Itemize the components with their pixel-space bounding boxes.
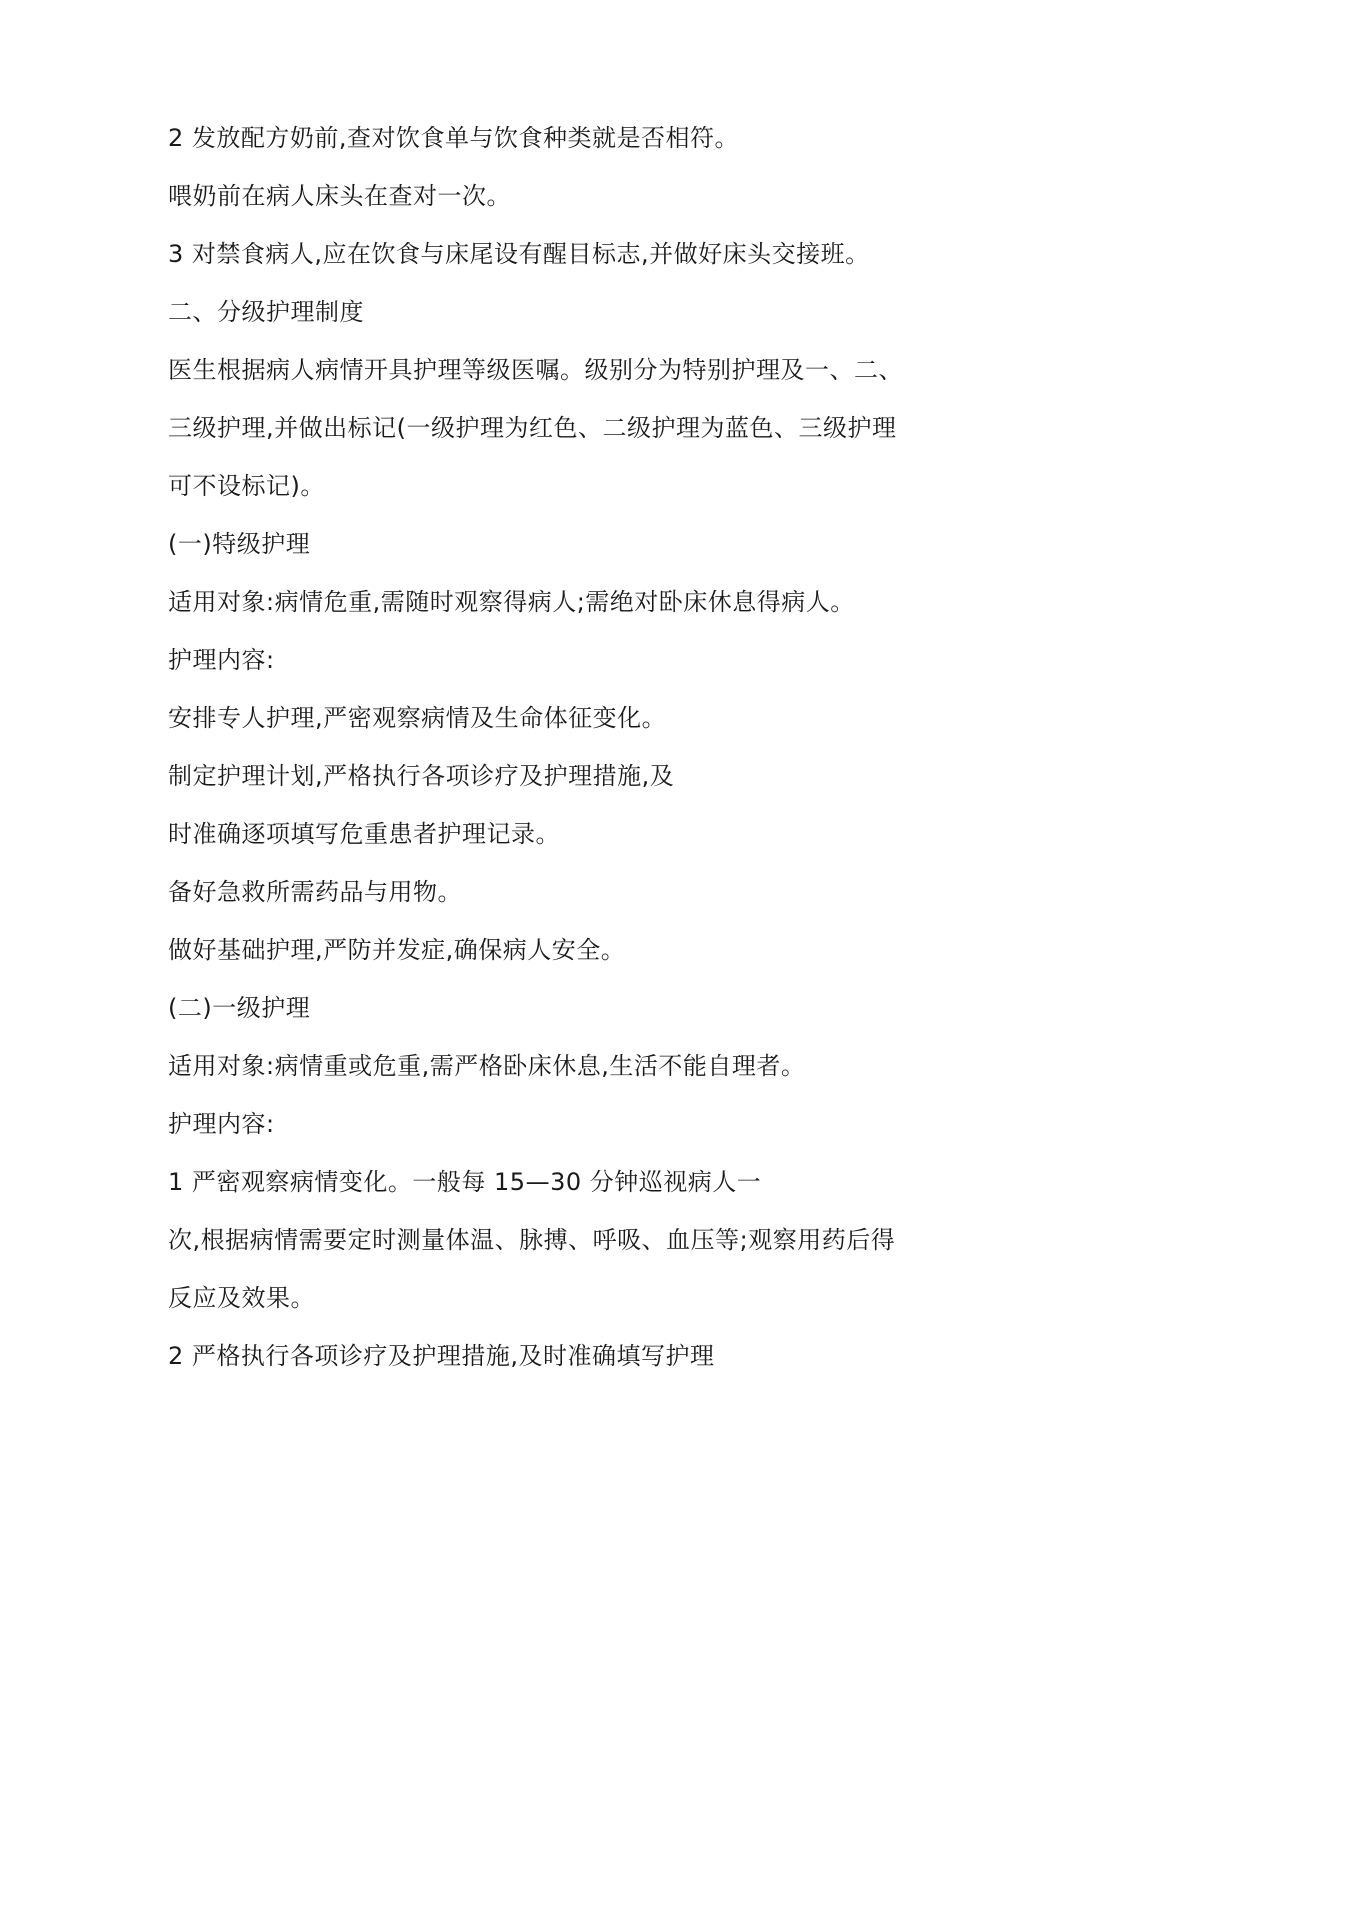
text-line: 医生根据病人病情开具护理等级医嘱。级别分为特别护理及一、二、 [168,356,903,384]
text-line: 做好基础护理,严防并发症,确保病人安全。 [168,936,626,964]
text-line: 1 严密观察病情变化。一般每 15—30 分钟巡视病人一 [168,1168,762,1196]
text-line: 适用对象:病情重或危重,需严格卧床休息,生活不能自理者。 [168,1052,806,1080]
text-line: 护理内容: [168,646,275,674]
text-line: 适用对象:病情危重,需随时观察得病人;需绝对卧床休息得病人。 [168,588,855,616]
text-line: 三级护理,并做出标记(一级护理为红色、二级护理为蓝色、三级护理 [168,414,897,442]
text-line: 2 发放配方奶前,查对饮食单与饮食种类就是否相符。 [168,124,740,152]
subsection-heading: (二)一级护理 [168,994,311,1022]
text-line: 3 对禁食病人,应在饮食与床尾设有醒目标志,并做好床头交接班。 [168,240,870,268]
subsection-heading: (一)特级护理 [168,530,311,558]
text-line: 安排专人护理,严密观察病情及生命体征变化。 [168,704,667,732]
text-line: 喂奶前在病人床头在查对一次。 [168,182,511,210]
text-line: 次,根据病情需要定时测量体温、脉搏、呼吸、血压等;观察用药后得 [168,1226,896,1254]
text-line: 护理内容: [168,1110,275,1138]
text-line: 反应及效果。 [168,1284,315,1312]
section-heading: 二、分级护理制度 [168,298,364,326]
text-line: 时准确逐项填写危重患者护理记录。 [168,820,560,848]
text-line: 可不设标记)。 [168,472,325,500]
text-line: 2 严格执行各项诊疗及护理措施,及时准确填写护理 [168,1342,715,1370]
text-line: 制定护理计划,严格执行各项诊疗及护理措施,及 [168,762,675,790]
text-line: 备好急救所需药品与用物。 [168,878,462,906]
